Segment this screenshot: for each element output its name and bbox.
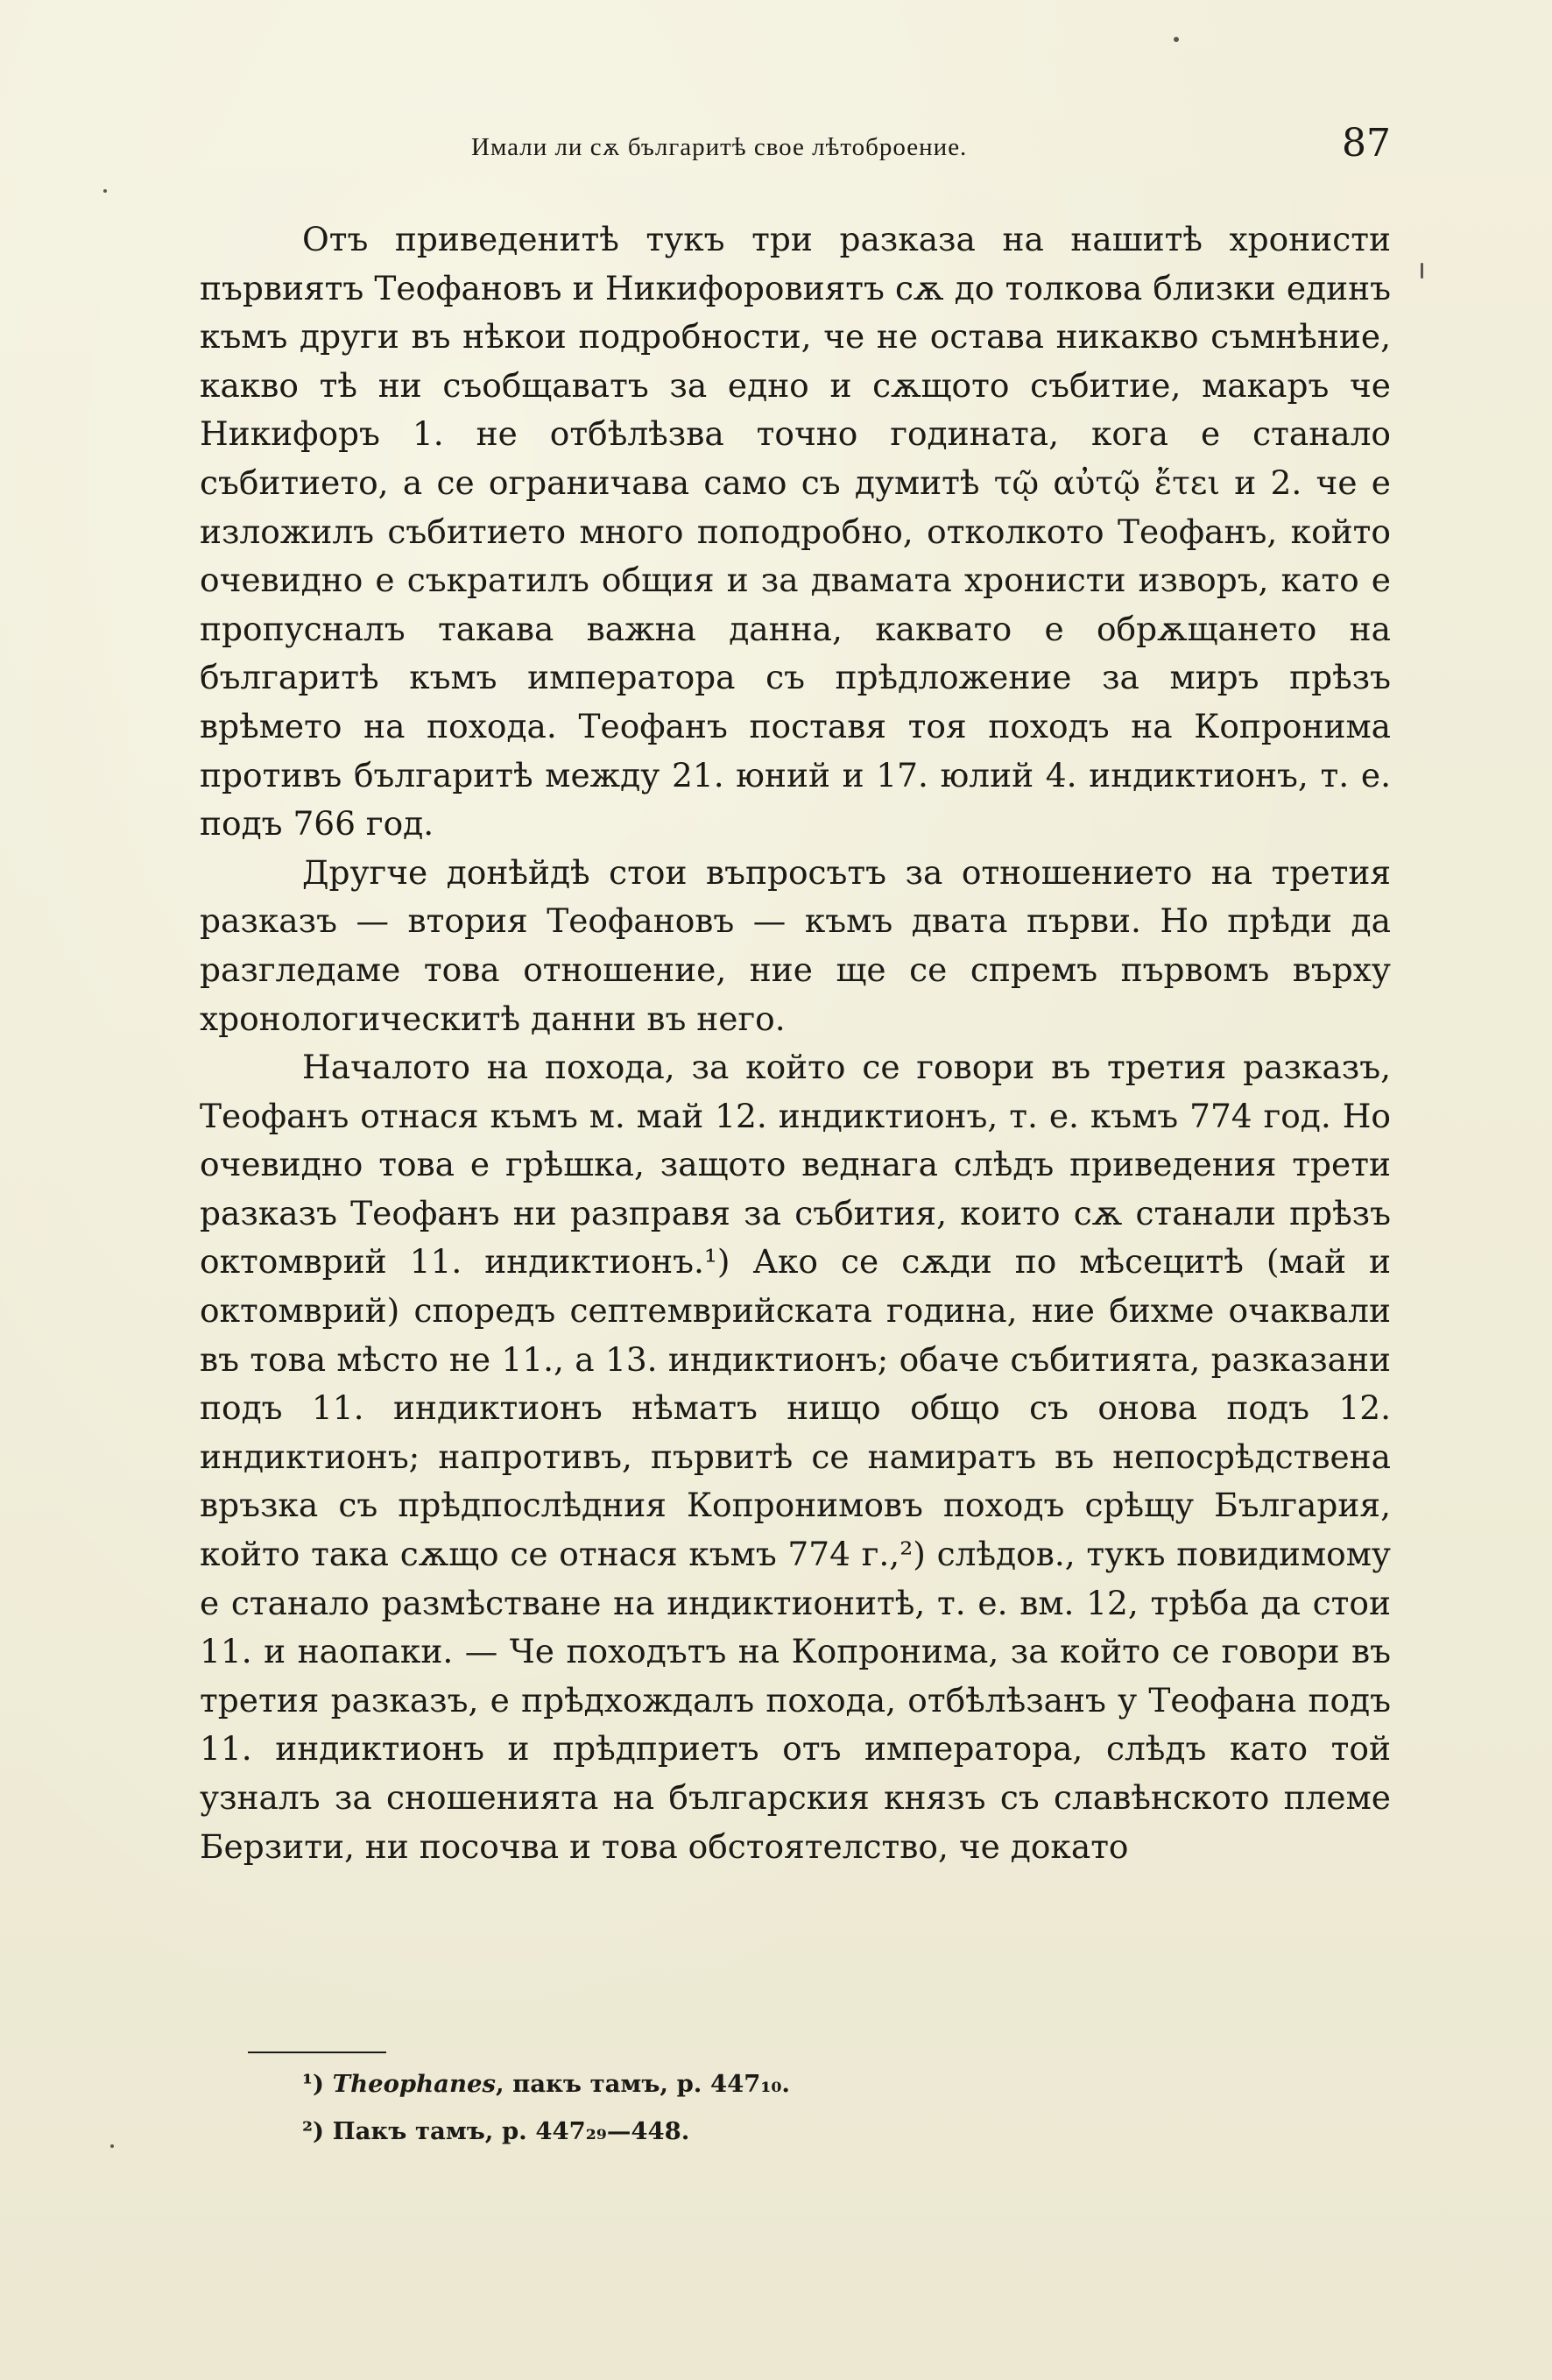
running-title: Имали ли сѫ българитѣ свое лѣтоброение. (471, 133, 968, 161)
footnote-mark: ¹) (302, 2070, 325, 2098)
paper-speck (1421, 263, 1423, 279)
paper-speck (1174, 37, 1179, 42)
footnote-text: , пакъ тамъ, p. 447₁₀. (495, 2070, 791, 2098)
footnote-1 (302, 2060, 1090, 2108)
paragraph: Отъ приведенитѣ тукъ три разказа на нашитѣ хронисти първиятъ Теофановъ и Никифоровиятъ сѫ до толкова близки единъ къмъ други въ нѣкои подробности, че не остава никакво съмнѣние, какво тѣ ни съобщаватъ за едно и сѫщото събитие, макаръ че Никифоръ 1. не отбѣлѣзва точно годината, кога е станало събитието, а се ограничава само съ думитѣ τῷ αὐτῷ ἔτει и 2. че е изложилъ събитието много поподробно, отколкото Теофанъ, който очевидно е съкратилъ общия и за двамата хронисти изворъ, като е пропусналъ такава важна данна, каквато е обрѫщането на българитѣ къмъ императора съ прѣдложение за миръ прѣзъ врѣмето на похода. Теофанъ поставя тоя походъ на Копронима противъ българитѣ между 21. юний и 17. юлий 4. индиктионъ, т. е. подъ 766 год. (200, 220, 1391, 844)
paragraph: Другче донѣйдѣ стои въпросътъ за отношението на третия разказъ — втория Теофановъ — къмъ двата първи. Но прѣди да разгледаме това отношение, ние ще се спремъ първомъ върху хронологическитѣ данни въ него. (200, 852, 1391, 1038)
page-number: 87 (1342, 121, 1391, 166)
main-text (200, 215, 1391, 1871)
footnote-mark: ²) (302, 2117, 325, 2145)
paper-speck (103, 189, 107, 193)
footnote-2 (302, 2108, 1090, 2155)
paragraph: Началото на похода, за който се говори въ третия разказъ, Теофанъ отнася къмъ м. май 12. индиктионъ, т. е. къмъ 774 год. Но очевидно това е грѣшка, защото веднага слѣдъ приведения трети разказъ Теофанъ ни разправя за събития, които сѫ станали прѣзъ октомврий 11. индиктионъ.¹) Ако се сѫди по мѣсецитѣ (май и октомврий) споредъ септемврийската година, ние бихме очаквали въ това мѣсто не 11., а 13. индиктионъ; обаче събитията, разказани подъ 11. индиктионъ нѣматъ нищо общо съ онова подъ 12. индиктионъ; напротивъ, първитѣ се намиратъ въ непосрѣдствена връзка съ прѣдпослѣдния Копронимовъ походъ срѣщу България, който така сѫщо се отнася къмъ 774 г.,²) слѣдов., тукъ повидимому е станало размѣстване на индиктионитѣ, т. е. вм. 12, трѣба да стои 11. и наопаки. — Че походътъ на Копронима, за който се говори въ третия разказъ, е прѣдхождалъ похода, отбѣлѣзанъ у Теофана подъ 11. индиктионъ и прѣдприетъ отъ императора, слѣдъ като той узналъ за сношенията на българския князъ съ славѣнското племе Берзити, ни посочва и това обстоятелство, че докато (200, 1048, 1391, 1866)
page-header (200, 121, 1391, 182)
footnotes (302, 2060, 1090, 2155)
footnote-author: Theophanes (332, 2070, 496, 2098)
paper-speck (110, 2144, 114, 2148)
footnote-divider (248, 2052, 386, 2053)
footnote-text: Пакъ тамъ, p. 447₂₉—448. (332, 2117, 690, 2145)
